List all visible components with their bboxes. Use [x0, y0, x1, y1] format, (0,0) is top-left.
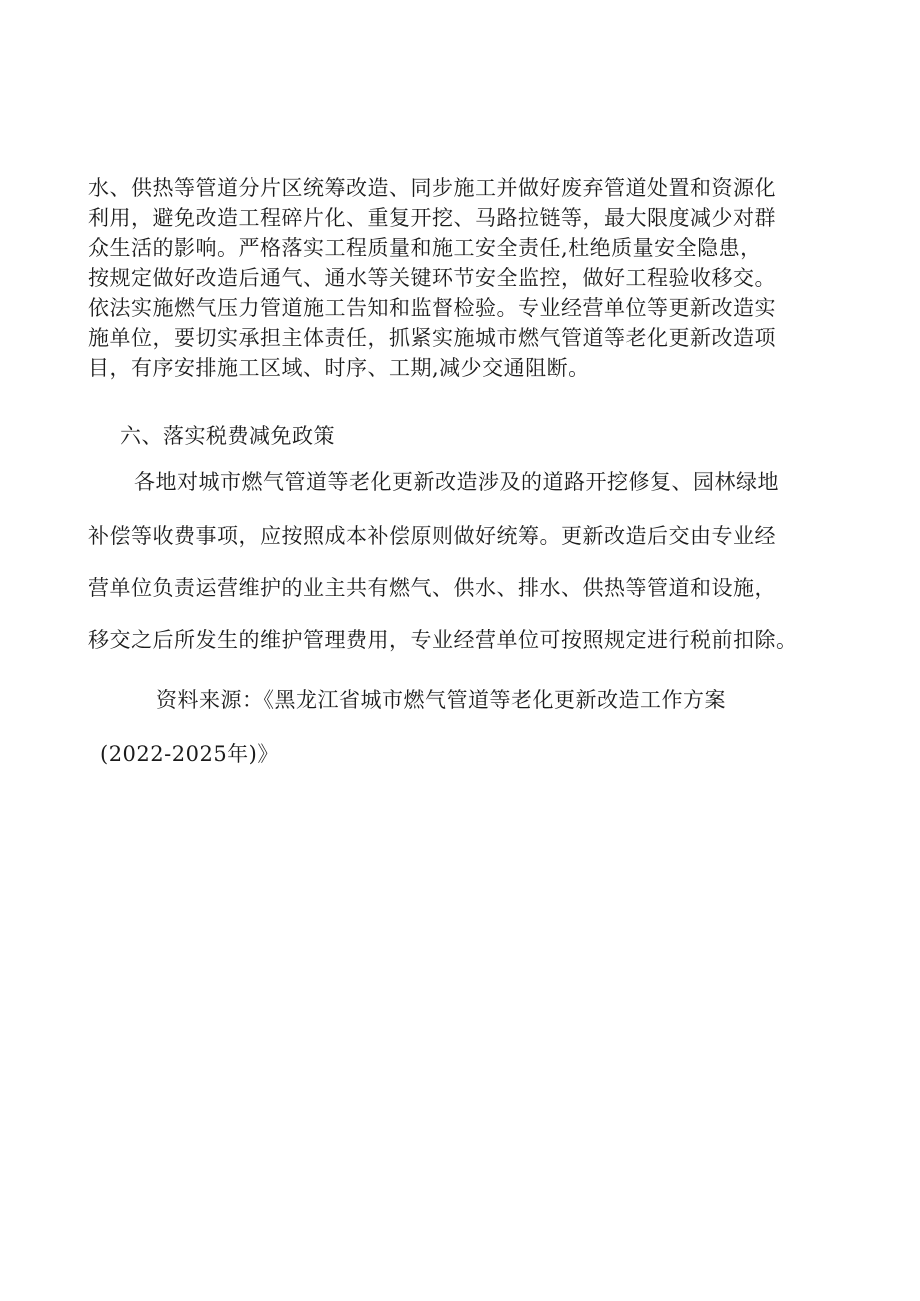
paragraph-line-3: 众生活的影响。严格落实工程质量和施工安全责任,杜绝质量安全隐患， — [88, 236, 762, 260]
paragraph-line-6: 施单位，要切实承担主体责任，抓紧实施城市燃气管道等老化更新改造项 — [88, 326, 776, 350]
section-paragraph-line-3: 营单位负责运营维护的业主共有燃气、供水、排水、供热等管道和设施， — [88, 576, 776, 600]
paragraph-line-4: 按规定做好改造后通气、通水等关键环节安全监控，做好工程验收移交。 — [88, 266, 776, 290]
section-heading: 六、落实税费减免政策 — [120, 424, 335, 448]
section-paragraph-line-1: 各地对城市燃气管道等老化更新改造涉及的道路开挖修复、园林绿地 — [134, 470, 779, 494]
paragraph-line-1: 水、供热等管道分片区统筹改造、同步施工并做好废弃管道处置和资源化 — [88, 176, 776, 200]
source-line-1: 资料来源：《黑龙江省城市燃气管道等老化更新改造工作方案 — [156, 688, 726, 712]
paragraph-line-7: 目，有序安排施工区域、时序、工期,减少交通阻断。 — [88, 356, 590, 380]
section-paragraph-line-2: 补偿等收费事项，应按照成本补偿原则做好统筹。更新改造后交由专业经 — [88, 524, 776, 548]
section-paragraph-line-4: 移交之后所发生的维护管理费用，专业经营单位可按照规定进行税前扣除。 — [88, 628, 798, 652]
paragraph-line-2: 利用，避免改造工程碎片化、重复开挖、马路拉链等，最大限度减少对群 — [88, 206, 776, 230]
paragraph-line-5: 依法实施燃气压力管道施工告知和监督检验。专业经营单位等更新改造实 — [88, 296, 776, 320]
source-line-2: (2022-2025年)》 — [100, 742, 279, 766]
